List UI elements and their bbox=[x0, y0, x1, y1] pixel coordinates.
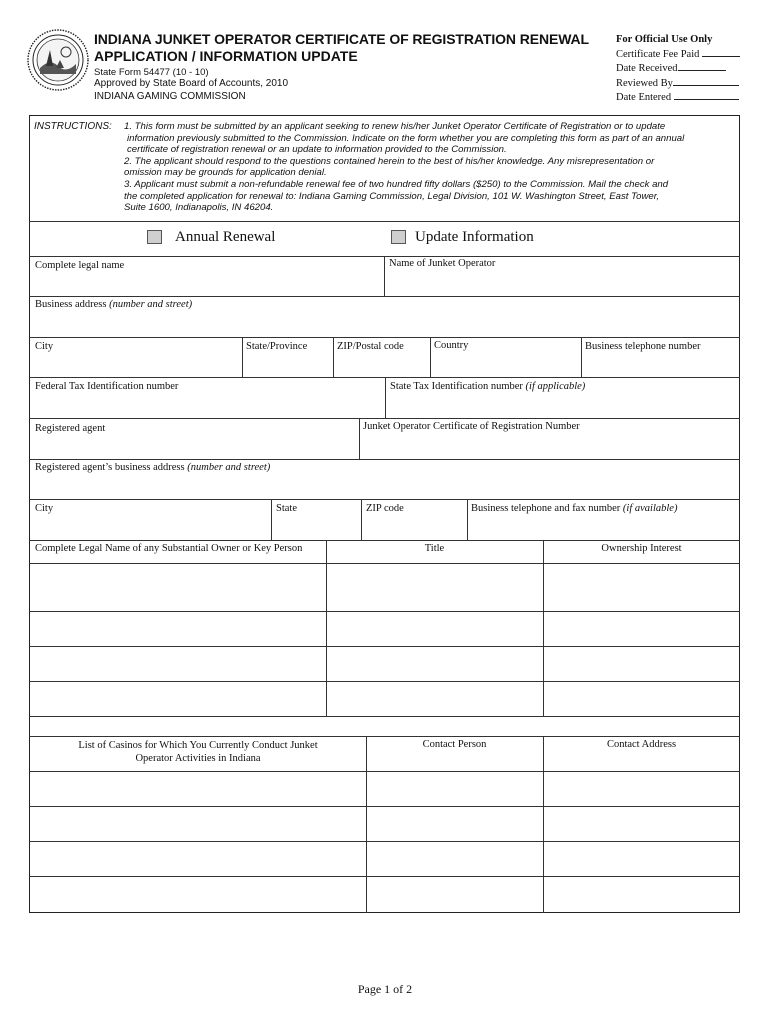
official-use-box bbox=[616, 34, 740, 105]
update-information-label: Update Information bbox=[415, 229, 534, 245]
registered-agent-field[interactable]: Registered agent bbox=[35, 423, 106, 434]
agency-name: INDIANA GAMING COMMISSION bbox=[94, 91, 246, 102]
casinos-header-contact-address: Contact Address bbox=[606, 739, 677, 750]
casinos-table-row[interactable] bbox=[30, 842, 739, 876]
casinos-header-list: List of Casinos for Which You Currently Conduct Junket Operator Activities in Indiana bbox=[78, 740, 318, 764]
owners-table-row[interactable] bbox=[30, 564, 739, 611]
annual-renewal-label: Annual Renewal bbox=[175, 229, 276, 245]
operator-name-field[interactable]: Name of Junket Operator bbox=[389, 258, 496, 269]
instructions-text: 1. This form must be submitted by an applicant seeking to renew his/her Junket Operator Certificate of Registration or to update information previously submitted to the Commission. Indicate on the form whether you are completing this form as part of an annual certificate of registration renewal or an update to information provided to the Commission. 2. The applicant should respond to the questions contained herein to the best of his/her knowledge. Any misrepresentation or omission may be grounds for application denial. 3. Applicant must submit a non-refundable renewal fee of two hundred fifty dollars ($250) to the Commission. Mail the check and the completed application for renewal to: Indiana Gaming Commission, Legal Division, 101 W. Washington Street, East Tower, Suite 1600, Indianapolis, IN 46204. bbox=[124, 121, 685, 214]
city-field[interactable]: City bbox=[35, 341, 54, 352]
business-address-field[interactable]: Business address (number and street) bbox=[35, 299, 193, 310]
owners-table-row[interactable] bbox=[30, 647, 739, 681]
official-field-date-received[interactable]: Date Received bbox=[616, 61, 740, 76]
form-title-line2: APPLICATION / INFORMATION UPDATE bbox=[94, 48, 358, 64]
approved-by: Approved by State Board of Accounts, 2010 bbox=[94, 78, 289, 89]
casinos-table-row[interactable] bbox=[30, 877, 739, 912]
agent-city-field[interactable]: City bbox=[35, 503, 54, 514]
form-number: State Form 54477 (10 - 10) bbox=[94, 67, 209, 78]
page-number: Page 1 of 2 bbox=[357, 982, 413, 996]
official-field-reviewed-by[interactable]: Reviewed By bbox=[616, 76, 740, 91]
owners-header-title: Title bbox=[424, 543, 445, 554]
zip-postal-field[interactable]: ZIP/Postal code bbox=[337, 341, 404, 352]
agent-zip-field[interactable]: ZIP code bbox=[366, 503, 404, 514]
agent-state-field[interactable]: State bbox=[276, 503, 297, 514]
certificate-number-field[interactable]: Junket Operator Certificate of Registration Number bbox=[363, 421, 580, 432]
agent-phone-fax-field[interactable]: Business telephone and fax number (if available) bbox=[471, 503, 678, 514]
official-use-heading: For Official Use Only bbox=[616, 34, 713, 45]
owners-header-name: Complete Legal Name of any Substantial Owner or Key Person bbox=[35, 543, 303, 554]
state-tax-id-field[interactable]: State Tax Identification number (if applicable) bbox=[390, 381, 586, 392]
state-seal-icon bbox=[26, 28, 90, 92]
instructions-label: INSTRUCTIONS: bbox=[34, 121, 112, 132]
country-field[interactable]: Country bbox=[434, 340, 469, 351]
official-field-fee[interactable]: Certificate Fee Paid bbox=[616, 47, 740, 62]
casinos-table-row[interactable] bbox=[30, 772, 739, 806]
annual-renewal-checkbox[interactable] bbox=[147, 230, 162, 244]
owners-table-row[interactable] bbox=[30, 612, 739, 646]
casinos-header-contact-person: Contact Person bbox=[422, 739, 487, 750]
official-field-date-entered[interactable]: Date Entered bbox=[616, 90, 740, 105]
casinos-table-row[interactable] bbox=[30, 807, 739, 841]
form-title-line1: INDIANA JUNKET OPERATOR CERTIFICATE OF REGISTRATION RENEWAL bbox=[94, 31, 589, 47]
update-information-checkbox[interactable] bbox=[391, 230, 406, 244]
business-phone-field[interactable]: Business telephone number bbox=[585, 341, 701, 352]
owners-table-row[interactable] bbox=[30, 682, 739, 716]
owners-header-interest: Ownership Interest bbox=[601, 543, 682, 554]
agent-address-field[interactable]: Registered agent’s business address (number and street) bbox=[35, 462, 271, 473]
state-province-field[interactable]: State/Province bbox=[246, 341, 308, 352]
federal-tax-id-field[interactable]: Federal Tax Identification number bbox=[35, 381, 179, 392]
legal-name-field[interactable]: Complete legal name bbox=[35, 260, 125, 271]
